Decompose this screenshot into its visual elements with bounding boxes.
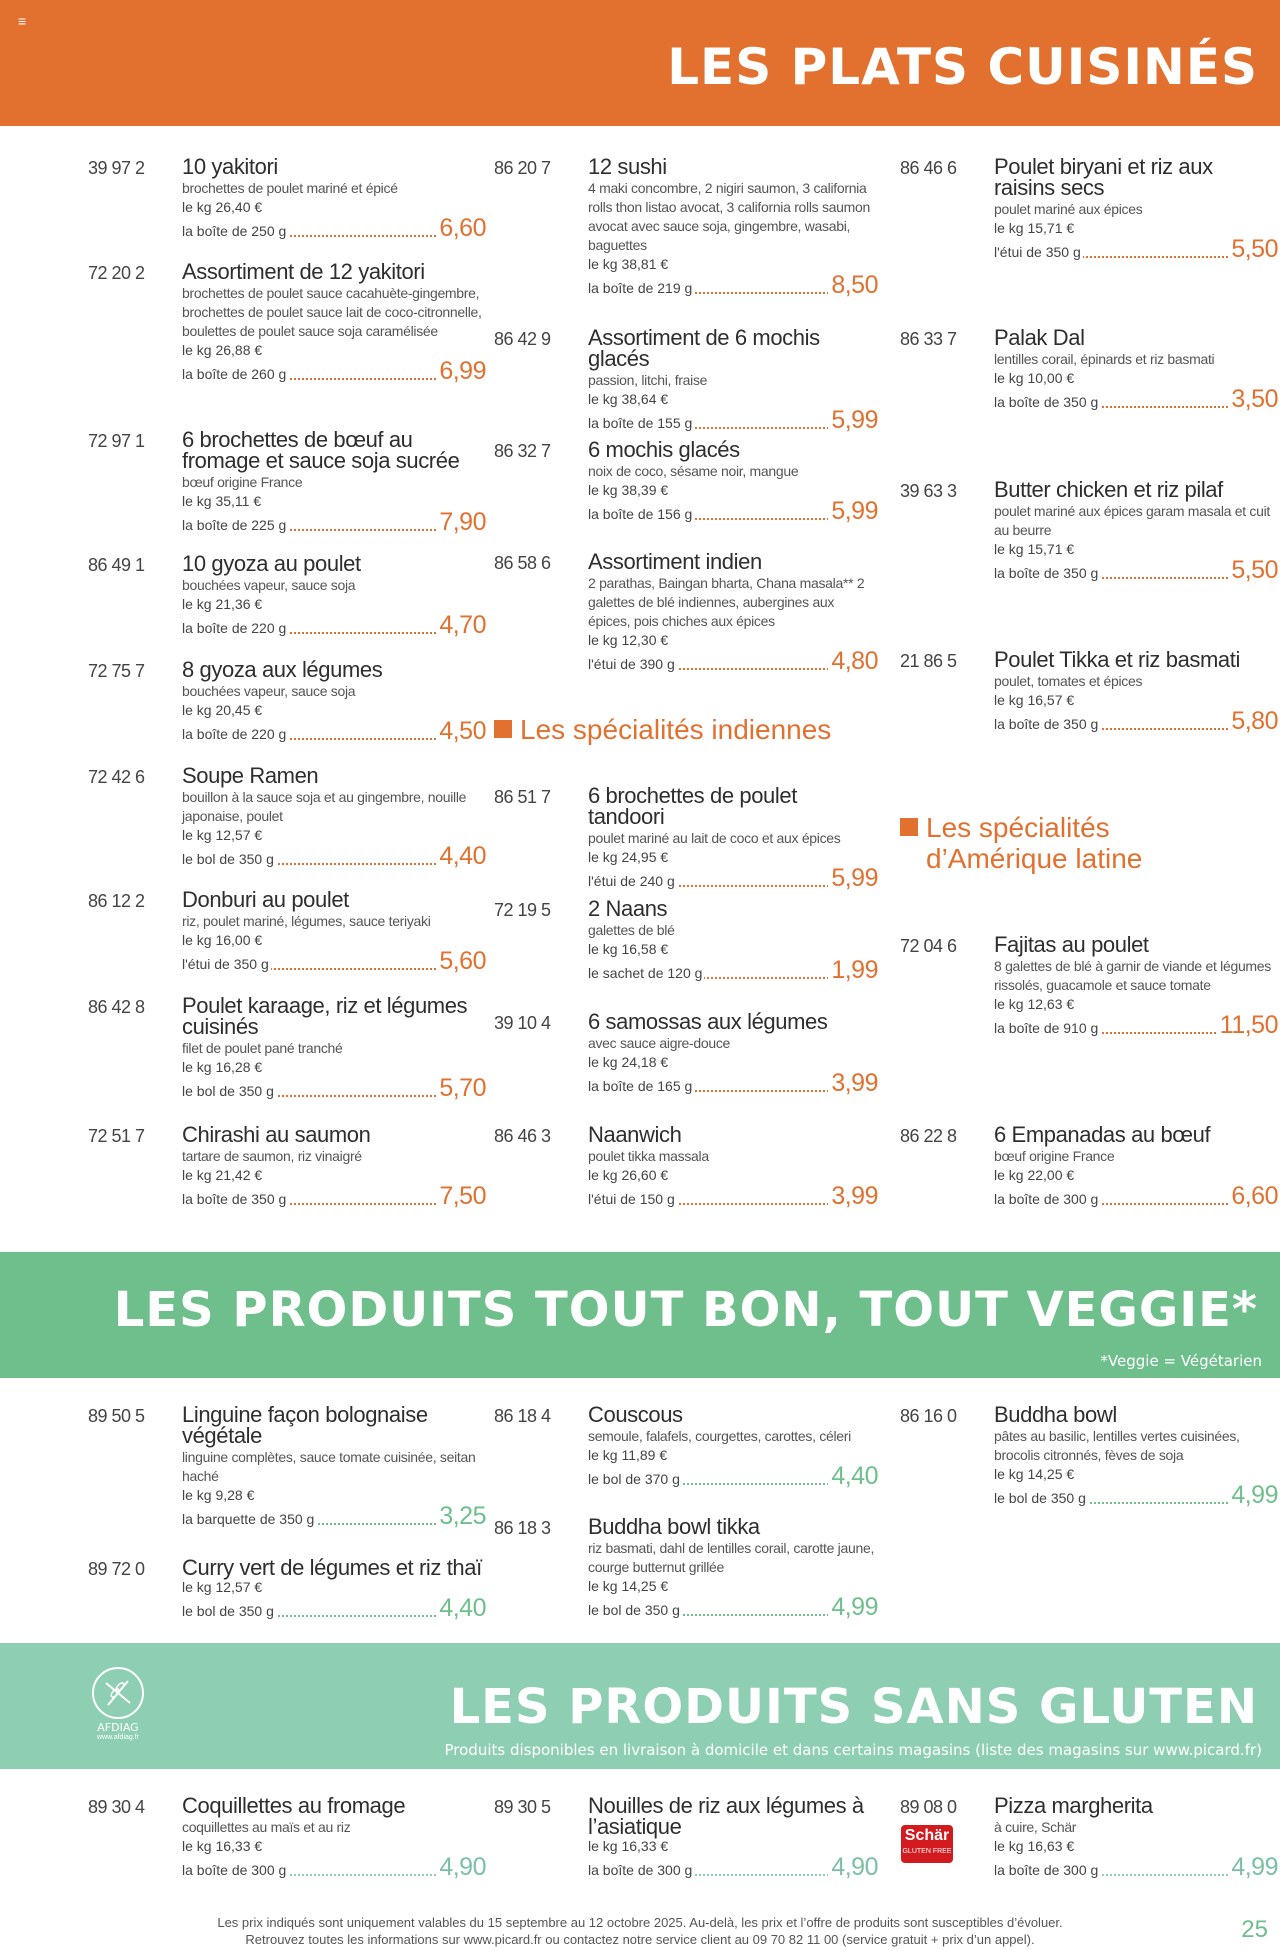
product-desc: 4 maki concombre, 2 nigiri saumon, 3 california rolls thon listao avocat, 3 california rolls saumon avocat avec sauce soja, gingembre, wasabi, baguettes xyxy=(588,180,870,253)
product-price: 3,99 xyxy=(828,1069,878,1098)
product-name: Curry vert de légumes et riz thaï xyxy=(182,1555,482,1580)
product-desc: riz, poulet mariné, légumes, sauce teriyaki xyxy=(182,913,431,929)
product-code: 86 20 7 xyxy=(494,158,551,178)
product-name: 2 Naans xyxy=(588,896,668,921)
product-price: 5,99 xyxy=(828,864,878,893)
product-desc: tartare de saumon, riz vinaigré xyxy=(182,1148,362,1164)
product-name: Poulet biryani et riz aux raisins secs xyxy=(994,154,1213,200)
product-desc: galettes de blé xyxy=(588,922,675,938)
product-qty: le bol de 350 g xyxy=(182,1083,274,1099)
schar-logo xyxy=(901,1825,953,1863)
product-kg-price: le kg 35,11 € xyxy=(182,493,262,509)
product-qty: l'étui de 150 g xyxy=(588,1191,675,1207)
bullet-square-icon xyxy=(900,818,918,836)
product-price: 5,60 xyxy=(436,947,486,976)
product-qty: la boîte de 350 g xyxy=(182,1191,287,1207)
product-kg-price: le kg 26,60 € xyxy=(588,1167,669,1183)
product-name: 6 mochis glacés xyxy=(588,437,740,462)
footer-line-2: Retrouvez toutes les informations sur www.picard.fr ou contactez notre service client au 09 70 82 11 00 (service gratuit + prix d’un appel). xyxy=(245,1932,1035,1947)
product-qty: l'étui de 350 g xyxy=(182,956,269,972)
product-code: 89 72 0 xyxy=(88,1559,145,1579)
product-desc: bouillon à la sauce soja et au gingembre, nouille japonaise, poulet xyxy=(182,789,467,824)
product-name: 12 sushi xyxy=(588,154,667,179)
product-desc: poulet mariné aux épices garam masala et cuit au beurre xyxy=(994,503,1270,538)
product-kg-price: le kg 9,28 € xyxy=(182,1487,255,1503)
product-price: 4,40 xyxy=(436,842,486,871)
product-name: Fajitas au poulet xyxy=(994,932,1149,957)
product-price: 5,99 xyxy=(828,406,878,435)
product-qty: l'étui de 350 g xyxy=(994,244,1081,260)
product-price: 4,99 xyxy=(1228,1481,1278,1510)
product-kg-price: le kg 38,64 € xyxy=(588,391,669,407)
product-kg-price: le kg 20,45 € xyxy=(182,702,263,718)
product-price: 5,50 xyxy=(1228,235,1278,264)
product-price: 1,99 xyxy=(828,956,878,985)
product-name: Naanwich xyxy=(588,1122,682,1147)
product-desc: riz basmati, dahl de lentilles corail, carotte jaune, courge butternut grillée xyxy=(588,1540,875,1575)
product-desc: passion, litchi, fraise xyxy=(588,372,708,388)
product-code: 72 97 1 xyxy=(88,431,145,451)
product-desc: bouchées vapeur, sauce soja xyxy=(182,683,356,699)
product-kg-price: le kg 10,00 € xyxy=(994,370,1075,386)
product-name: Assortiment de 6 mochis glacés xyxy=(588,325,820,371)
product-qty: le bol de 370 g xyxy=(588,1471,680,1487)
product-code: 39 97 2 xyxy=(88,158,145,178)
product-price: 5,70 xyxy=(436,1074,486,1103)
product-desc: filet de poulet pané tranché xyxy=(182,1040,343,1056)
product-kg-price: le kg 11,89 € xyxy=(588,1447,668,1463)
product-price: 7,50 xyxy=(436,1182,486,1211)
product-name: Donburi au poulet xyxy=(182,887,349,912)
product-price: 5,50 xyxy=(1228,556,1278,585)
product-code: 86 49 1 xyxy=(88,555,145,575)
product-qty: la boîte de 350 g xyxy=(994,716,1099,732)
product-code: 72 51 7 xyxy=(88,1126,145,1146)
product-desc: poulet tikka massala xyxy=(588,1148,709,1164)
product-price: 3,50 xyxy=(1228,385,1278,414)
product-price: 5,80 xyxy=(1228,707,1278,736)
product-desc: avec sauce aigre-douce xyxy=(588,1035,731,1051)
product-name: 6 Empanadas au bœuf xyxy=(994,1122,1211,1147)
product-name: Couscous xyxy=(588,1402,683,1427)
product-code: 86 18 4 xyxy=(494,1406,551,1426)
product-qty: la boîte de 165 g xyxy=(588,1078,693,1094)
product-code: 86 46 6 xyxy=(900,158,957,178)
product-name: Pizza margherita xyxy=(994,1793,1153,1818)
product-code: 86 51 7 xyxy=(494,787,551,807)
product-price: 4,70 xyxy=(436,611,486,640)
top-banner xyxy=(0,0,1280,126)
product-price: 4,90 xyxy=(436,1853,486,1882)
product-name: Soupe Ramen xyxy=(182,763,319,788)
product-kg-price: le kg 12,63 € xyxy=(994,996,1075,1012)
bullet-square-icon xyxy=(494,720,512,738)
product-code: 86 32 7 xyxy=(494,441,551,461)
product-name: Coquillettes au fromage xyxy=(182,1793,406,1818)
product-code: 89 50 5 xyxy=(88,1406,145,1426)
product-kg-price: le kg 21,42 € xyxy=(182,1167,263,1183)
product-code: 39 10 4 xyxy=(494,1013,551,1033)
product-desc: pâtes au basilic, lentilles vertes cuisinées, brocolis citronnés, fèves de soja xyxy=(994,1428,1240,1463)
menu-icon[interactable]: ≡ xyxy=(18,13,27,29)
product-desc: brochettes de poulet sauce cacahuète-gingembre, brochettes de poulet sauce lait de coco-citronnelle, boulettes de poulet sauce soja caramélisée xyxy=(182,285,482,339)
product-price: 5,99 xyxy=(828,497,878,526)
product-desc: bouchées vapeur, sauce soja xyxy=(182,577,356,593)
product-qty: la boîte de 219 g xyxy=(588,280,693,296)
product-kg-price: le kg 26,88 € xyxy=(182,342,263,358)
product-qty: la boîte de 350 g xyxy=(994,394,1099,410)
product-code: 86 46 3 xyxy=(494,1126,551,1146)
product-desc: poulet, tomates et épices xyxy=(994,673,1143,689)
product-desc: semoule, falafels, courgettes, carottes, céleri xyxy=(588,1428,851,1444)
product-kg-price: le kg 26,40 € xyxy=(182,199,263,215)
product-kg-price: le kg 12,57 € xyxy=(182,827,263,843)
section-indian-label: Les spécialités indiennes xyxy=(520,714,832,745)
product-kg-price: le kg 38,81 € xyxy=(588,256,669,272)
product-code: 72 20 2 xyxy=(88,263,145,283)
afdiag-logo xyxy=(86,1667,150,1741)
product-name: Linguine façon bolognaise végétale xyxy=(182,1402,428,1448)
product-price: 6,60 xyxy=(436,214,486,243)
veggie-banner xyxy=(0,1252,1280,1378)
product-kg-price: le kg 24,95 € xyxy=(588,849,669,865)
product-qty: la boîte de 300 g xyxy=(588,1862,693,1878)
product-desc: noix de coco, sésame noir, mangue xyxy=(588,463,799,479)
afdiag-url: www.afdiag.fr xyxy=(96,1734,140,1741)
product-price: 4,80 xyxy=(828,647,878,676)
product-price: 8,50 xyxy=(828,271,878,300)
product-code: 86 58 6 xyxy=(494,553,551,573)
product-qty: la barquette de 350 g xyxy=(182,1511,315,1527)
product-name: Assortiment de 12 yakitori xyxy=(182,259,425,284)
product-name: Assortiment indien xyxy=(588,549,762,574)
product-qty: la boîte de 260 g xyxy=(182,366,287,382)
product-qty: la boîte de 156 g xyxy=(588,506,693,522)
section-latin-label-1: Les spécialités xyxy=(926,812,1110,843)
product-price: 4,40 xyxy=(436,1594,486,1623)
product-qty: le bol de 350 g xyxy=(994,1490,1086,1506)
product-qty: la boîte de 155 g xyxy=(588,415,693,431)
product-name: Nouilles de riz aux légumes à l’asiatique xyxy=(588,1793,864,1839)
product-desc: poulet mariné aux épices xyxy=(994,201,1143,217)
product-name: Buddha bowl tikka xyxy=(588,1514,760,1539)
product-code: 89 08 0 xyxy=(900,1797,957,1817)
product-kg-price: le kg 16,00 € xyxy=(182,932,263,948)
product-kg-price: le kg 16,58 € xyxy=(588,941,669,957)
product-qty: le bol de 350 g xyxy=(182,851,274,867)
product-qty: la boîte de 300 g xyxy=(994,1862,1099,1878)
product-kg-price: le kg 15,71 € xyxy=(994,220,1075,236)
product-price: 3,25 xyxy=(436,1502,486,1531)
product-qty: le bol de 350 g xyxy=(182,1603,274,1619)
product-kg-price: le kg 21,36 € xyxy=(182,596,263,612)
product-qty: l'étui de 240 g xyxy=(588,873,675,889)
product-qty: la boîte de 225 g xyxy=(182,517,287,533)
gluten-note: Produits disponibles en livraison à domicile et dans certains magasins (liste des magasins sur www.picard.fr) xyxy=(444,1741,1262,1759)
product-name: 6 brochettes de poulet tandoori xyxy=(588,783,797,829)
product-name: Buddha bowl xyxy=(994,1402,1117,1427)
product-qty: la boîte de 350 g xyxy=(994,565,1099,581)
product-desc: poulet mariné au lait de coco et aux épices xyxy=(588,830,841,846)
crossed-wheat-icon xyxy=(102,1677,134,1709)
product-qty: la boîte de 910 g xyxy=(994,1020,1099,1036)
product-price: 4,99 xyxy=(1228,1853,1278,1882)
product-name: Poulet Tikka et riz basmati xyxy=(994,647,1240,672)
product-name: Chirashi au saumon xyxy=(182,1122,371,1147)
product-price: 4,50 xyxy=(436,717,486,746)
veggie-title: LES PRODUITS TOUT BON, TOUT VEGGIE* xyxy=(113,1282,1258,1338)
gluten-free-icon xyxy=(92,1667,144,1719)
product-price: 4,40 xyxy=(828,1462,878,1491)
product-desc: bœuf origine France xyxy=(182,474,303,490)
product-desc: linguine complètes, sauce tomate cuisinée, seitan haché xyxy=(182,1449,476,1484)
product-price: 7,90 xyxy=(436,508,486,537)
product-code: 86 16 0 xyxy=(900,1406,957,1426)
product-qty: le sachet de 120 g xyxy=(588,965,703,981)
product-qty: la boîte de 300 g xyxy=(994,1191,1099,1207)
section-latin-label-2: d’Amérique latine xyxy=(926,843,1143,874)
product-desc: 8 galettes de blé à garnir de viande et légumes rissolés, guacamole et sauce tomate xyxy=(994,958,1271,993)
product-desc: lentilles corail, épinards et riz basmati xyxy=(994,351,1215,367)
product-qty: la boîte de 300 g xyxy=(182,1862,287,1878)
product-code: 72 75 7 xyxy=(88,661,145,681)
product-code: 39 63 3 xyxy=(900,481,957,501)
product-kg-price: le kg 14,25 € xyxy=(588,1578,669,1594)
product-name: 10 yakitori xyxy=(182,154,278,179)
product-desc: coquillettes au maïs et au riz xyxy=(182,1819,351,1835)
product-desc: brochettes de poulet mariné et épicé xyxy=(182,180,398,196)
product-kg-price: le kg 16,28 € xyxy=(182,1059,263,1075)
product-price: 3,99 xyxy=(828,1182,878,1211)
product-kg-price: le kg 16,33 € xyxy=(182,1838,263,1854)
product-kg-price: le kg 15,71 € xyxy=(994,541,1075,557)
product-code: 86 42 8 xyxy=(88,997,145,1017)
product-name: 8 gyoza aux légumes xyxy=(182,657,383,682)
afdiag-label: AFDIAG xyxy=(97,1721,139,1734)
product-kg-price: le kg 24,18 € xyxy=(588,1054,669,1070)
product-kg-price: le kg 14,25 € xyxy=(994,1466,1075,1482)
product-name: 6 samossas aux légumes xyxy=(588,1009,828,1034)
product-qty: le bol de 350 g xyxy=(588,1602,680,1618)
product-qty: l'étui de 390 g xyxy=(588,656,675,672)
gluten-title: LES PRODUITS SANS GLUTEN xyxy=(449,1679,1258,1735)
page-title: LES PLATS CUISINÉS xyxy=(667,38,1258,96)
product-name: Poulet karaage, riz et légumes cuisinés xyxy=(182,993,468,1039)
product-qty: la boîte de 220 g xyxy=(182,726,287,742)
product-qty: la boîte de 250 g xyxy=(182,223,287,239)
schar-sub: GLUTEN FREE xyxy=(902,1848,952,1855)
product-kg-price: le kg 16,33 € xyxy=(588,1838,669,1854)
product-name: 10 gyoza au poulet xyxy=(182,551,361,576)
product-kg-price: le kg 38,39 € xyxy=(588,482,669,498)
product-desc: bœuf origine France xyxy=(994,1148,1115,1164)
page-number: 25 xyxy=(1241,1916,1268,1943)
product-code: 86 12 2 xyxy=(88,891,145,911)
product-code: 21 86 5 xyxy=(900,651,957,671)
product-desc: 2 parathas, Baingan bharta, Chana masala** 2 galettes de blé indiennes, aubergines aux épices, pois chiches aux épices xyxy=(588,575,865,629)
product-kg-price: le kg 16,63 € xyxy=(994,1838,1075,1854)
product-kg-price: le kg 12,30 € xyxy=(588,632,669,648)
product-name: Butter chicken et riz pilaf xyxy=(994,477,1223,502)
product-name: 6 brochettes de bœuf au fromage et sauce soja sucrée xyxy=(182,427,460,473)
product-code: 89 30 5 xyxy=(494,1797,551,1817)
product-name: Palak Dal xyxy=(994,325,1085,350)
product-kg-price: le kg 16,57 € xyxy=(994,692,1075,708)
footer xyxy=(140,1914,1140,1948)
product-price: 4,90 xyxy=(828,1853,878,1882)
product-kg-price: le kg 22,00 € xyxy=(994,1167,1075,1183)
product-kg-price: le kg 12,57 € xyxy=(182,1579,263,1595)
veggie-note: *Veggie = Végétarien xyxy=(1100,1352,1262,1370)
product-code: 72 42 6 xyxy=(88,767,145,787)
product-price: 4,99 xyxy=(828,1593,878,1622)
product-price: 6,60 xyxy=(1228,1182,1278,1211)
product-code: 86 18 3 xyxy=(494,1518,551,1538)
schar-label: Schär xyxy=(904,1827,950,1844)
product-desc: à cuire, Schär xyxy=(994,1819,1077,1835)
product-code: 86 42 9 xyxy=(494,329,551,349)
product-price: 11,50 xyxy=(1217,1011,1278,1040)
product-code: 86 22 8 xyxy=(900,1126,957,1146)
gluten-banner xyxy=(0,1643,1280,1769)
product-code: 89 30 4 xyxy=(88,1797,145,1817)
section-indian xyxy=(494,714,831,745)
product-code: 72 19 5 xyxy=(494,900,551,920)
product-code: 86 33 7 xyxy=(900,329,957,349)
product-qty: la boîte de 220 g xyxy=(182,620,287,636)
section-latin xyxy=(900,812,1142,874)
product-price: 6,99 xyxy=(436,357,486,386)
product-code: 72 04 6 xyxy=(900,936,957,956)
footer-line-1: Les prix indiqués sont uniquement valables du 15 septembre au 12 octobre 2025. Au-delà, les prix et l’offre de produits sont susceptibles d’évoluer. xyxy=(217,1915,1063,1930)
